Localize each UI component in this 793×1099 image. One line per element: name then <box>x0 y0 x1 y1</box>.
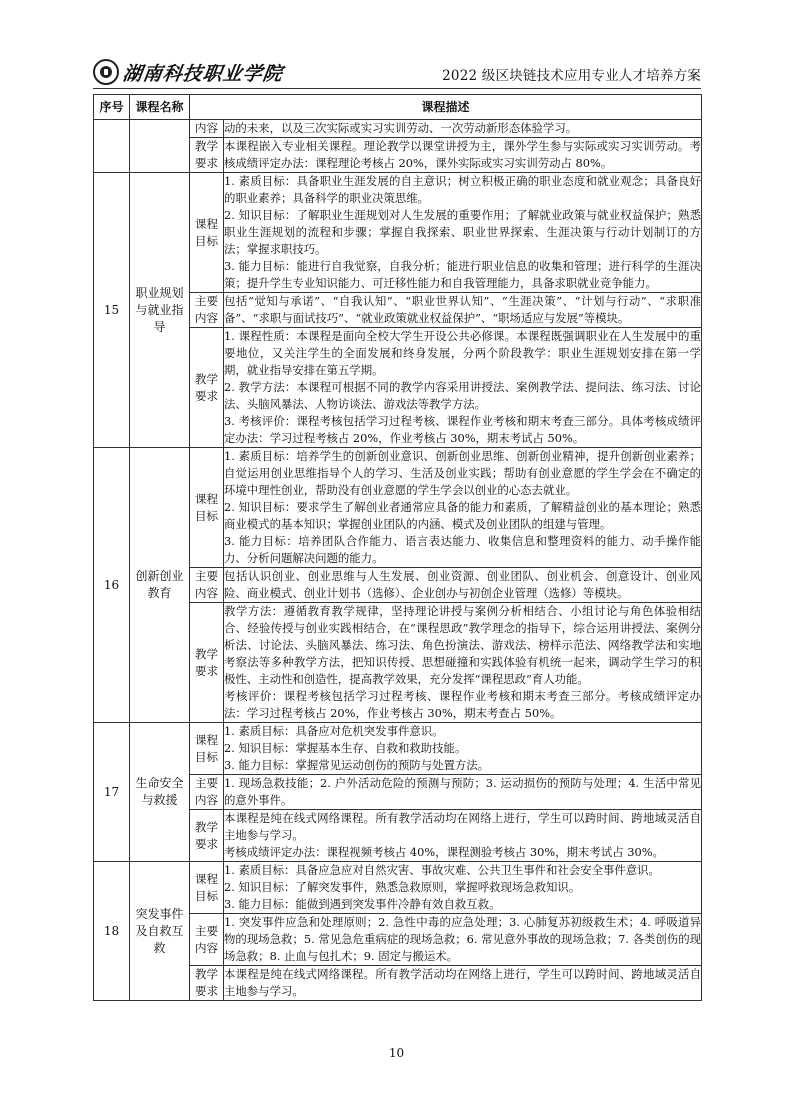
course-number: 17 <box>94 723 130 862</box>
description-line: 包括“觉知与承诺”、“自我认知”、“职业世界认知”、“生涯决策”、“计划与行动”、“求职准备”、“求职与面试技巧”、“就业政策就业权益保护”、“职场适应与发展”等模块。 <box>224 294 702 325</box>
section-label: 课程 目标 <box>190 862 224 914</box>
page-number: 10 <box>388 1046 405 1060</box>
table-row <box>94 448 702 568</box>
school-name: 湖南科技职业学院 <box>121 62 285 85</box>
table-row <box>94 723 702 775</box>
section-label: 主要 内容 <box>190 293 224 328</box>
course-name: 创新创业 教育 <box>130 448 190 723</box>
section-label: 课程 目标 <box>190 448 224 568</box>
description-line: 3. 能力目标：能做到遇到突发事件冷静有效自救互救。 <box>224 897 501 911</box>
section-description <box>224 120 702 138</box>
description-line: 考核成绩评定办法：课程视频考核占 40%，课程测验考核占 30%，期末考试占 30%。 <box>224 845 664 859</box>
section-description <box>224 328 702 448</box>
description-line: 1. 素质目标：具备应对危机突发事件意识。 <box>224 724 444 738</box>
course-name-cell <box>130 120 190 173</box>
description-line: 3. 考核评价：课程考核包括学习过程考核、课程作业考核和期末考查三部分。具体考核成绩评定办法：学习过程考核占 20%，作业考核占 30%，期末考试占 50%。 <box>224 414 702 445</box>
column-header-no: 序号 <box>94 95 130 120</box>
section-description <box>224 448 702 568</box>
section-description <box>224 138 702 173</box>
description-line: 1. 素质目标：具备应急应对自然灾害、事故灾难、公共卫生事件和社会安全事件意识。 <box>224 863 660 877</box>
description-line: 1. 课程性质：本课程是面向全校大学生开设公共必修课。本课程既强调职业在人生发展中的重要地位，又关注学生的全面发展和终身发展，分两个阶段教学：职业生涯规划安排在第一学期，就业指导安排在第五学期。 <box>224 329 702 377</box>
page-header <box>93 56 701 89</box>
section-description <box>224 723 702 775</box>
table-row <box>94 862 702 914</box>
description-line: 1. 突发事件应急和处理原则；2. 急性中毒的应急处理；3. 心肺复苏初级救生术；4. 呼吸道异物的现场急救；5. 常见急危重病症的现场急救；6. 常见意外事故的现场急救；7. 各类创伤的现场急救；8. 止血与包扎术；9. 固定与搬运术。 <box>224 915 702 963</box>
course-name: 生命安全 与救援 <box>130 723 190 862</box>
description-line: 本课程是纯在线式网络课程。所有教学活动均在网络上进行，学生可以跨时间、跨地域灵活自主地参与学习。 <box>224 967 702 998</box>
section-label: 课程 目标 <box>190 723 224 775</box>
section-description <box>224 914 702 966</box>
school-logo <box>93 58 283 86</box>
section-description <box>224 293 702 328</box>
section-description <box>224 568 702 603</box>
section-label: 教学 要求 <box>190 328 224 448</box>
course-number: 16 <box>94 448 130 723</box>
description-line: 1. 素质目标：具备职业生涯发展的自主意识；树立积极正确的职业态度和就业观念；具备良好的职业素养；具备科学的职业决策思维。 <box>224 174 702 205</box>
description-line: 3. 能力目标：培养团队合作能力、语言表达能力、收集信息和整理资料的能力、动手操作能力、分析问题解决问题的能力。 <box>224 534 702 565</box>
course-number: 18 <box>94 862 130 1001</box>
description-line: 1. 现场急救技能；2. 户外活动危险的预测与预防；3. 运动损伤的预防与处理；4. 生活中常见的意外事件。 <box>224 776 702 807</box>
section-label: 主要 内容 <box>190 775 224 810</box>
section-label: 课程 目标 <box>190 173 224 293</box>
course-number-cell <box>94 120 130 173</box>
section-label: 教学 要求 <box>190 810 224 862</box>
description-line: 2. 知识目标：掌握基本生存、自救和救助技能。 <box>224 741 467 755</box>
school-emblem-icon <box>93 59 119 85</box>
column-header-name: 课程名称 <box>130 95 190 120</box>
section-label: 教学 要求 <box>190 138 224 173</box>
course-number: 15 <box>94 173 130 448</box>
document-title: 2022 级区块链技术应用专业人才培养方案 <box>442 68 701 84</box>
section-description <box>224 603 702 723</box>
description-line: 教学方法：遵循教育教学规律，坚持理论讲授与案例分析相结合、小组讨论与角色体验相结合、经验传授与创业实践相结合，在“课程思政”教学理念的指导下，综合运用讲授法、案例分析法、讨论法、头脑风暴法、练习法、角色扮演法、游戏法、榜样示范法、网络教学法和实地考察法等多种教学方法，把知识传授、思想碰撞和实践体验有机统一起来，调动学生学习的积极性、主动性和创造性，提高教学效果，充分发挥“课程思政”育人功能。 <box>224 604 702 686</box>
description-line: 1. 素质目标：培养学生的创新创业意识、创新创业思维、创新创业精神，提升创新创业素养；自觉运用创业思维指导个人的学习、生活及创业实践；帮助有创业意愿的学生学会在不确定的环境中理性创业，帮助没有创业意愿的学生学会以创业的心态去就业。 <box>224 449 702 497</box>
section-description <box>224 862 702 914</box>
section-description <box>224 966 702 1001</box>
description-line: 包括认识创业、创业思维与人生发展、创业资源、创业团队、创业机会、创意设计、创业风险、商业模式、创业计划书（选修）、企业创办与初创企业管理（选修）等模块。 <box>224 569 702 600</box>
course-name: 突发事件 及自救互 救 <box>130 862 190 1001</box>
section-description <box>224 173 702 293</box>
section-label: 主要 内容 <box>190 914 224 966</box>
description-line: 2. 教学方法：本课程可根据不同的教学内容采用讲授法、案例教学法、提问法、练习法、讨论法、头脑风暴法、人物访谈法、游戏法等教学方法。 <box>224 380 702 411</box>
course-table <box>93 94 702 1001</box>
section-description <box>224 810 702 862</box>
description-line: 2. 知识目标：要求学生了解创业者通常应具备的能力和素质，了解精益创业的基本理论；熟悉商业模式的基本知识；掌握创业团队的内涵、模式及创业团队的组建与管理。 <box>224 500 702 531</box>
description-line: 2. 知识目标：了解职业生涯规划对人生发展的重要作用；了解就业政策与就业权益保护；熟悉职业生涯规划的流程和步骤；掌握自我探索、职业世界探索、生涯决策与行动计划制订的方法；掌握求职技巧。 <box>224 208 702 256</box>
description-line: 3. 能力目标：掌握常见运动创伤的预防与处置方法。 <box>224 758 490 772</box>
course-name: 职业规划 与就业指 导 <box>130 173 190 448</box>
table-header-row <box>94 95 702 120</box>
section-label: 主要 内容 <box>190 568 224 603</box>
section-label: 教学 要求 <box>190 603 224 723</box>
description-line: 本课程是纯在线式网络课程。所有教学活动均在网络上进行，学生可以跨时间、跨地域灵活自主地参与学习。 <box>224 811 702 842</box>
description-line: 动的未来，以及三次实际或实习实训劳动、一次劳动新形态体验学习。 <box>224 121 578 135</box>
description-line: 本课程嵌入专业相关课程。理论教学以课堂讲授为主，课外学生参与实际或实习实训劳动。考核成绩评定办法：课程理论考核占 20%，课外实际或实习实训劳动占 80%。 <box>224 139 702 170</box>
column-header-desc: 课程描述 <box>190 95 702 120</box>
description-line: 3. 能力目标：能进行自我觉察，自我分析；能进行职业信息的收集和管理；进行科学的生涯决策；提升学生专业知识能力、可迁移性能力和自我管理能力，具备求职就业竞争能力。 <box>224 259 702 290</box>
section-label: 内容 <box>190 120 224 138</box>
description-line: 考核评价：课程考核包括学习过程考核、课程作业考核和期末考查三部分。考核成绩评定办法：学习过程考核占 20%，作业考核占 30%，期末考查占 50%。 <box>224 689 702 720</box>
table-row <box>94 120 702 138</box>
description-line: 2. 知识目标：了解突发事件，熟悉急救原则，掌握呼救现场急救知识。 <box>224 880 581 894</box>
table-row <box>94 173 702 293</box>
section-label: 教学 要求 <box>190 966 224 1001</box>
section-description <box>224 775 702 810</box>
